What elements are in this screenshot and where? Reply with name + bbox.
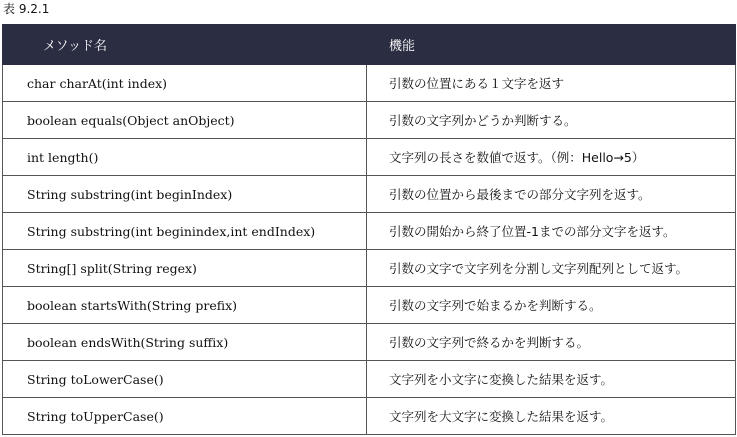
header-function: 機能 (367, 25, 736, 65)
method-cell: char charAt(int index) (3, 65, 367, 102)
function-cell: 引数の開始から終了位置-1までの部分文字を返す。 (367, 213, 736, 250)
table-row (3, 139, 736, 176)
table-row (3, 65, 736, 102)
method-cell: String substring(int beginindex,int endIndex) (3, 213, 367, 250)
table-row (3, 361, 736, 398)
string-methods-table (2, 24, 736, 435)
function-cell: 引数の文字で文字列を分割し文字列配列として返す。 (367, 250, 736, 287)
table-row (3, 398, 736, 435)
method-cell: String substring(int beginIndex) (3, 176, 367, 213)
header-method-name: メソッド名 (3, 25, 367, 65)
method-cell: String[] split(String regex) (3, 250, 367, 287)
table-row (3, 324, 736, 361)
method-cell: int length() (3, 139, 367, 176)
method-cell: String toUpperCase() (3, 398, 367, 435)
table-row (3, 102, 736, 139)
function-cell: 文字列を小文字に変換した結果を返す。 (367, 361, 736, 398)
table-row (3, 250, 736, 287)
header-row (3, 25, 736, 65)
table-body (3, 65, 736, 435)
method-cell: boolean startsWith(String prefix) (3, 287, 367, 324)
function-cell: 引数の文字列で終るかを判断する。 (367, 324, 736, 361)
table-header (3, 25, 736, 65)
table-row (3, 176, 736, 213)
function-cell: 引数の文字列かどうか判断する。 (367, 102, 736, 139)
table-row (3, 213, 736, 250)
method-cell: String toLowerCase() (3, 361, 367, 398)
function-cell: 引数の位置にある１文字を返す (367, 65, 736, 102)
table-row (3, 287, 736, 324)
function-cell: 文字列の長さを数値で返す。（例：Hello→5） (367, 139, 736, 176)
table-caption: 表 9.2.1 (3, 2, 50, 16)
method-cell: boolean endsWith(String suffix) (3, 324, 367, 361)
function-cell: 文字列を大文字に変換した結果を返す。 (367, 398, 736, 435)
function-cell: 引数の文字列で始まるかを判断する。 (367, 287, 736, 324)
function-cell: 引数の位置から最後までの部分文字列を返す。 (367, 176, 736, 213)
method-cell: boolean equals(Object anObject) (3, 102, 367, 139)
